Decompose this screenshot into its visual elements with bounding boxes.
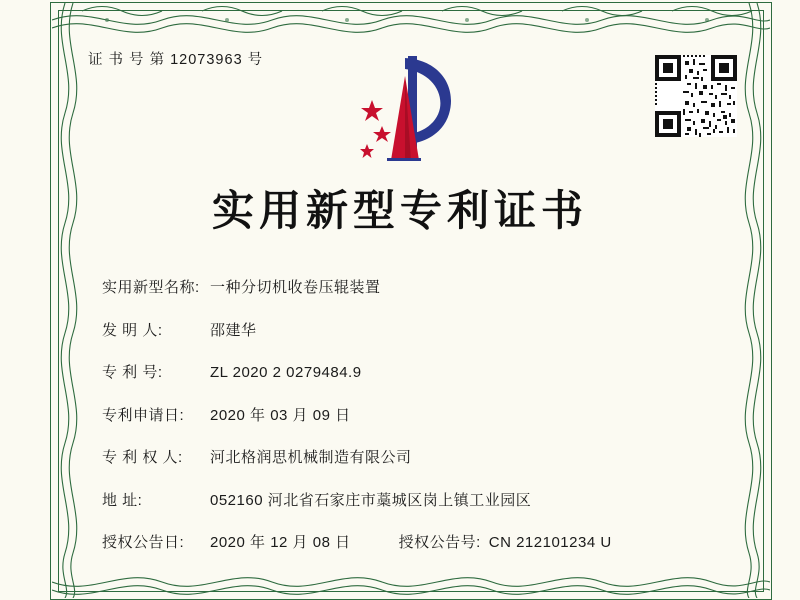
field-row-patent-number bbox=[102, 361, 730, 382]
field-label-inventor: 发 明 人: bbox=[102, 321, 163, 339]
field-label-address: 地 址: bbox=[102, 491, 143, 509]
field-row-application-date bbox=[102, 404, 730, 425]
field-label-application-date: 专利申请日: bbox=[102, 406, 185, 424]
field-row-patentee bbox=[102, 446, 730, 467]
certificate-fields bbox=[102, 276, 730, 552]
certificate-number: 证 书 号 第 12073963 号 bbox=[88, 52, 264, 68]
field-value-announcement-number: CN 212101234 U bbox=[488, 534, 612, 551]
field-row-announcement bbox=[102, 531, 730, 552]
field-value-address: 052160 河北省石家庄市藁城区岗上镇工业园区 bbox=[210, 491, 532, 509]
patent-office-logo-icon bbox=[345, 48, 460, 163]
field-row-address bbox=[102, 489, 730, 510]
announcement-number-group bbox=[399, 531, 612, 552]
field-value-inventor: 邵建华 bbox=[210, 321, 257, 339]
field-label-announcement-date: 授权公告日: bbox=[102, 534, 185, 551]
field-label-utility-model-name: 实用新型名称: bbox=[102, 279, 200, 296]
field-value-announcement-date: 2020 年 12 月 08 日 bbox=[210, 534, 351, 551]
field-row-inventor bbox=[102, 319, 730, 340]
field-label-announcement-number: 授权公告号: bbox=[398, 534, 481, 551]
field-row-utility-model-name bbox=[102, 276, 730, 297]
field-value-utility-model-name: 一种分切机收卷压辊装置 bbox=[210, 279, 381, 296]
field-value-application-date: 2020 年 03 月 09 日 bbox=[210, 406, 351, 424]
field-value-patent-number: ZL 2020 2 0279484.9 bbox=[210, 364, 362, 381]
qr-code-icon bbox=[655, 55, 737, 137]
field-label-patent-number: 专 利 号: bbox=[102, 364, 163, 381]
field-label-patentee: 专 利 权 人: bbox=[102, 449, 183, 466]
field-value-patentee: 河北格润思机械制造有限公司 bbox=[210, 449, 412, 466]
page-title: 实用新型专利证书 bbox=[211, 186, 588, 235]
